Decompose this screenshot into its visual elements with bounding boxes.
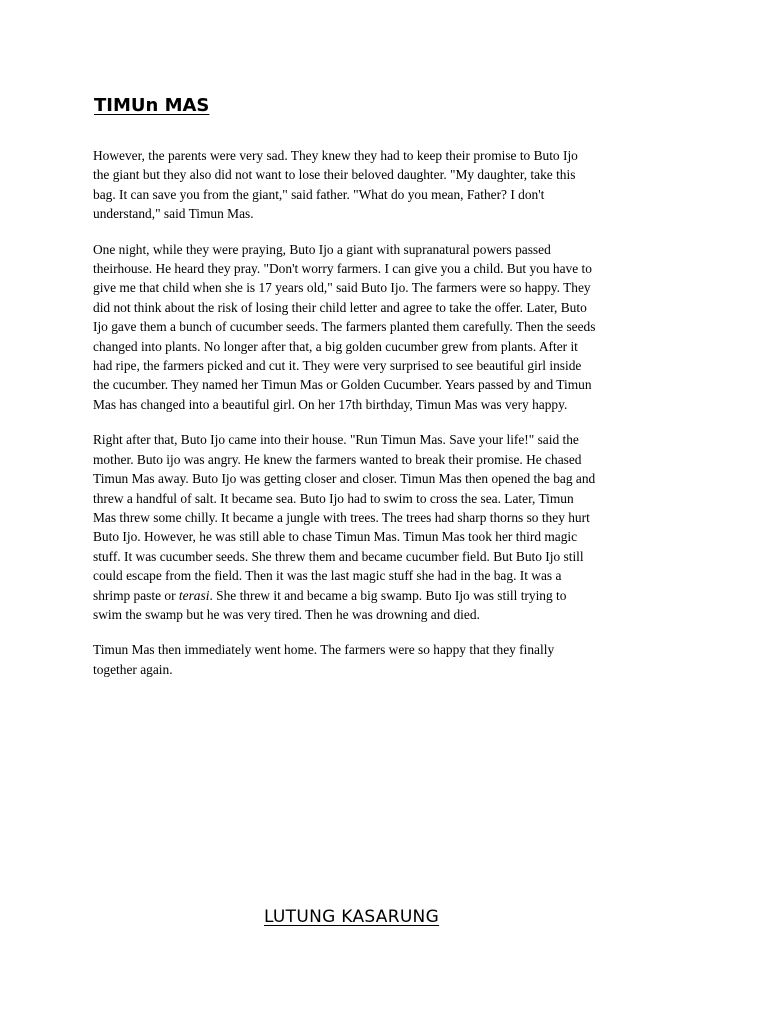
paragraph-3 <box>93 430 683 624</box>
text-line: One night, while they were praying, Buto Ijo a giant with supranatural powers passed <box>93 241 551 257</box>
text-line: did not think about the risk of losing their child letter and agree to take the offer. Later, Buto <box>93 299 587 315</box>
text-line: Ijo gave them a bunch of cucumber seeds. The farmers planted them carefully. Then the seeds <box>93 319 596 335</box>
italic-word: terasi <box>178 587 210 603</box>
text-line: Buto Ijo. However, he was still able to chase Timun Mas. Timun Mas took her third magic <box>93 529 578 545</box>
paragraph-1 <box>93 146 683 224</box>
story-body <box>93 146 683 695</box>
paragraph-4 <box>93 640 683 679</box>
text-line: Right after that, Buto Ijo came into their house. "Run Timun Mas. Save your life!" said the <box>93 432 579 448</box>
text-line: theirhouse. He heard they pray. "Don't worry farmers. I can give you a child. But you have to <box>93 261 592 277</box>
text-line: Timun Mas away. Buto Ijo was getting closer and closer. Timun Mas then opened the bag and <box>93 471 596 487</box>
text-line: the cucumber. They named her Timun Mas or Golden Cucumber. Years passed by and Timun <box>93 377 592 393</box>
paragraph-2 <box>93 240 683 415</box>
text-line: However, the parents were very sad. They knew they had to keep their promise to Buto Ijo <box>93 148 578 163</box>
text-line: stuff. It was cucumber seeds. She threw them and became cucumber field. But Buto Ijo still <box>93 548 584 564</box>
text-line: changed into plants. No longer after that, a big golden cucumber grew from plants. After it <box>93 338 578 354</box>
text-line: swim the swamp but he was very tired. Then he was drowning and died. <box>93 606 480 622</box>
text-line: had ripe, the farmers picked and cut it. They were very surprised to see beautiful girl inside <box>93 358 582 374</box>
text-line: bag. It can save you from the giant," said father. "What do you mean, Father? I don't <box>93 186 545 202</box>
line-suffix: . She threw it and became a big swamp. Buto Ijo was still trying to <box>209 587 567 603</box>
text-line-with-italic <box>93 586 683 605</box>
text-line: Timun Mas then immediately went home. The farmers were so happy that they finally <box>93 642 555 658</box>
text-line: together again. <box>93 661 173 677</box>
line-prefix: shrimp paste or <box>93 587 179 603</box>
text-line: mother. Buto ijo was angry. He knew the farmers wanted to break their promise. He chased <box>93 451 582 467</box>
next-story-title: LUTUNG KASARUNG <box>264 907 440 927</box>
text-line: could escape from the field. Then it was the last magic stuff she had in the bag. It was a <box>93 568 562 584</box>
text-line: Mas has changed into a beautiful girl. On her 17th birthday, Timun Mas was very happy. <box>93 396 568 412</box>
text-line: threw a handful of salt. It became sea. Buto Ijo had to swim to cross the sea. Later, Timun <box>93 490 574 506</box>
text-line: give me that child when she is 17 years old," said Buto Ijo. The farmers were so happy. They <box>93 280 591 296</box>
page-title: TIMUn MAS <box>94 95 210 116</box>
text-line: Mas threw some chilly. It became a jungle with trees. The trees had sharp thorns so they hurt <box>93 509 590 525</box>
text-line: the giant but they also did not want to lose their beloved daughter. "My daughter, take this <box>93 167 576 183</box>
text-line: understand," said Timun Mas. <box>93 206 254 222</box>
